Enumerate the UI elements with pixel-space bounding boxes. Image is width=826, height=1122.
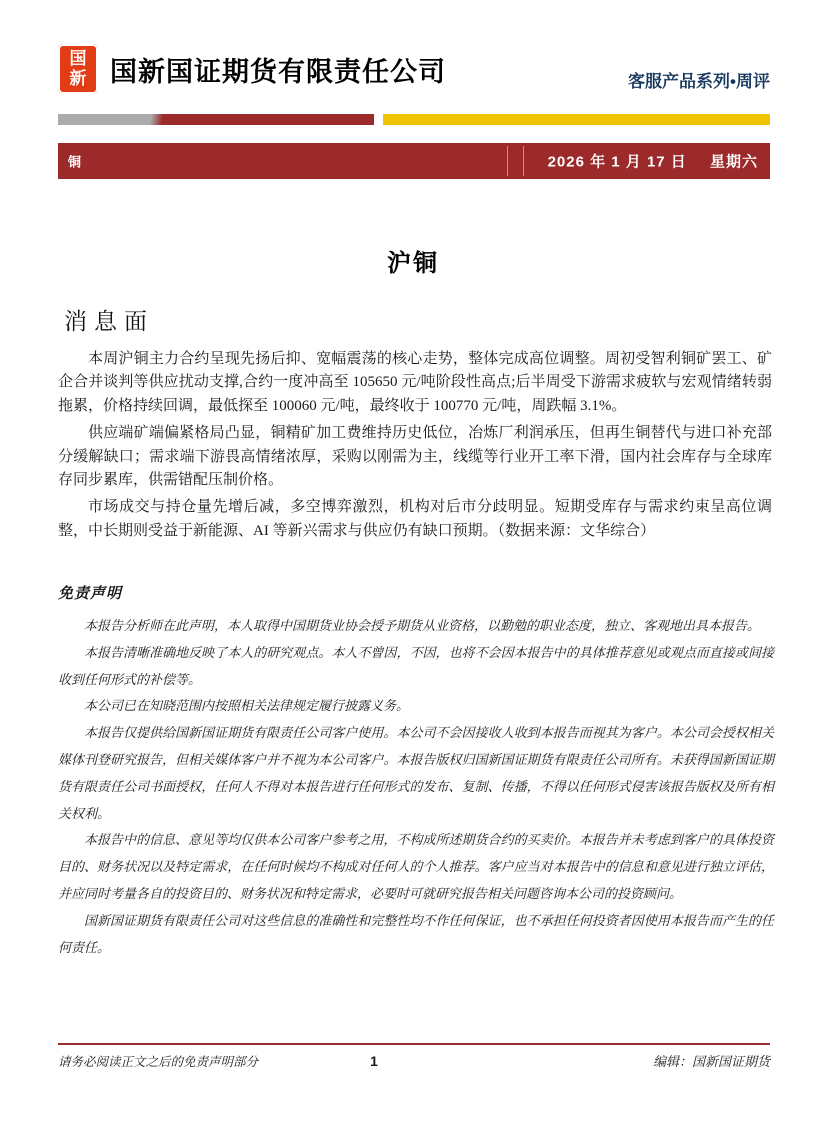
disclaimer-heading: 免责声明	[58, 586, 123, 602]
report-title: 沪铜	[387, 250, 439, 277]
stripe-yellow-segment	[383, 114, 770, 125]
disclaimer-paragraph: 本报告中的信息、意见等均仅供本公司客户参考之用，不构成所述期货合约的买卖价。本报告并未考虑到客户的具体投资目的、财务状况以及特定需求，在任何时候均不构成对任何人的个人推荐。客户应当对本报告中的信息和意见进行独立评估，并应同时考量各自的投资目的、财务状况和特定需求，必要时可就研究报告相关问题咨询本公司的投资顾问。	[58, 832, 774, 901]
report-date: 2026 年 1 月 17 日	[547, 153, 687, 171]
page-number: 1	[370, 1053, 378, 1069]
disclaimer-paragraph: 本报告仅提供给国新国证期货有限责任公司客户使用。本公司不会因接收人收到本报告而视其为客户。本公司会授权相关媒体刊登研究报告，但相关媒体客户并不视为本公司客户。本报告版权归国新国证期货有限责任公司所有。未获得国新国证期货有限责任公司书面授权，任何人不得对本报告进行任何形式的发布、复制、传播，不得以任何形式侵害该报告版权及所有相关权利。	[58, 725, 774, 821]
report-paragraph: 市场成交与持仓量先增后减，多空博弈激烈，机构对后市分歧明显。短期受库存与需求约束呈高位调整，中长期则受益于新能源、AI 等新兴需求与供应仍有缺口预期。（数据来源：文华综合）	[58, 499, 772, 539]
report-paragraph: 本周沪铜主力合约呈现先扬后抑、宽幅震荡的核心走势，整体完成高位调整。周初受智利铜矿罢工、矿企合并谈判等供应扰动支撑,合约一度冲高至 105650 元/吨阶段性高点;后半周受下游需求疲软与宏观情绪转弱拖累，价格持续回调，最低探至 100060 元/吨，最终收于 100770 元/吨，周跌幅 3.1%。	[58, 351, 772, 414]
section-heading-news: 消息面	[64, 309, 154, 334]
disclaimer-paragraph: 本报告分析师在此声明，本人取得中国期货业协会授予期货从业资格，以勤勉的职业态度，独立、客观地出具本报告。	[84, 618, 761, 633]
footer-editor: 编辑：国新国证期货	[653, 1054, 771, 1069]
company-brand	[58, 44, 446, 94]
disclaimer-paragraph: 国新国证期货有限责任公司对这些信息的准确性和完整性均不作任何保证，也不承担任何投资者因使用本报告而产生的任何责任。	[58, 912, 774, 955]
banner-divider-line	[523, 146, 524, 176]
decorative-stripe	[58, 114, 770, 125]
disclaimer-section	[58, 582, 774, 961]
banner-commodity-label: 铜	[68, 154, 82, 170]
footer-disclaimer-note: 请务必阅读正文之后的免责声明部分	[58, 1055, 259, 1069]
report-paragraph: 供应端矿端偏紧格局凸显，铜精矿加工费维持历史低位，冶炼厂利润承压，但再生铜替代与进口补充部分缓解缺口；需求端下游畏高情绪浓厚，采购以刚需为主，线缆等行业开工率下滑，国内社会库存与全球库存同步累库，供需错配压制价格。	[58, 425, 772, 489]
report-body	[58, 348, 772, 547]
stripe-gap	[374, 114, 383, 125]
disclaimer-paragraph: 本报告清晰准确地反映了本人的研究观点。本人不曾因，不因，也将不会因本报告中的具体推荐意见或观点而直接或间接收到任何形式的补偿等。	[58, 644, 774, 687]
logo-char-top: 国	[69, 49, 87, 69]
page-header	[58, 44, 770, 94]
commodity-banner	[58, 143, 770, 179]
series-label: 客服产品系列•周评	[628, 72, 770, 91]
stripe-gray-red-segment	[58, 114, 374, 125]
banner-divider-line	[507, 146, 508, 176]
report-weekday: 星期六	[709, 153, 758, 171]
page-footer	[58, 1043, 770, 1070]
banner-date	[548, 151, 758, 172]
disclaimer-paragraph: 本公司已在知晓范围内按照相关法律规定履行披露义务。	[84, 698, 410, 714]
company-logo-icon	[58, 44, 98, 94]
logo-char-bottom: 新	[69, 69, 87, 88]
company-name: 国新国证期货有限责任公司	[110, 56, 446, 87]
